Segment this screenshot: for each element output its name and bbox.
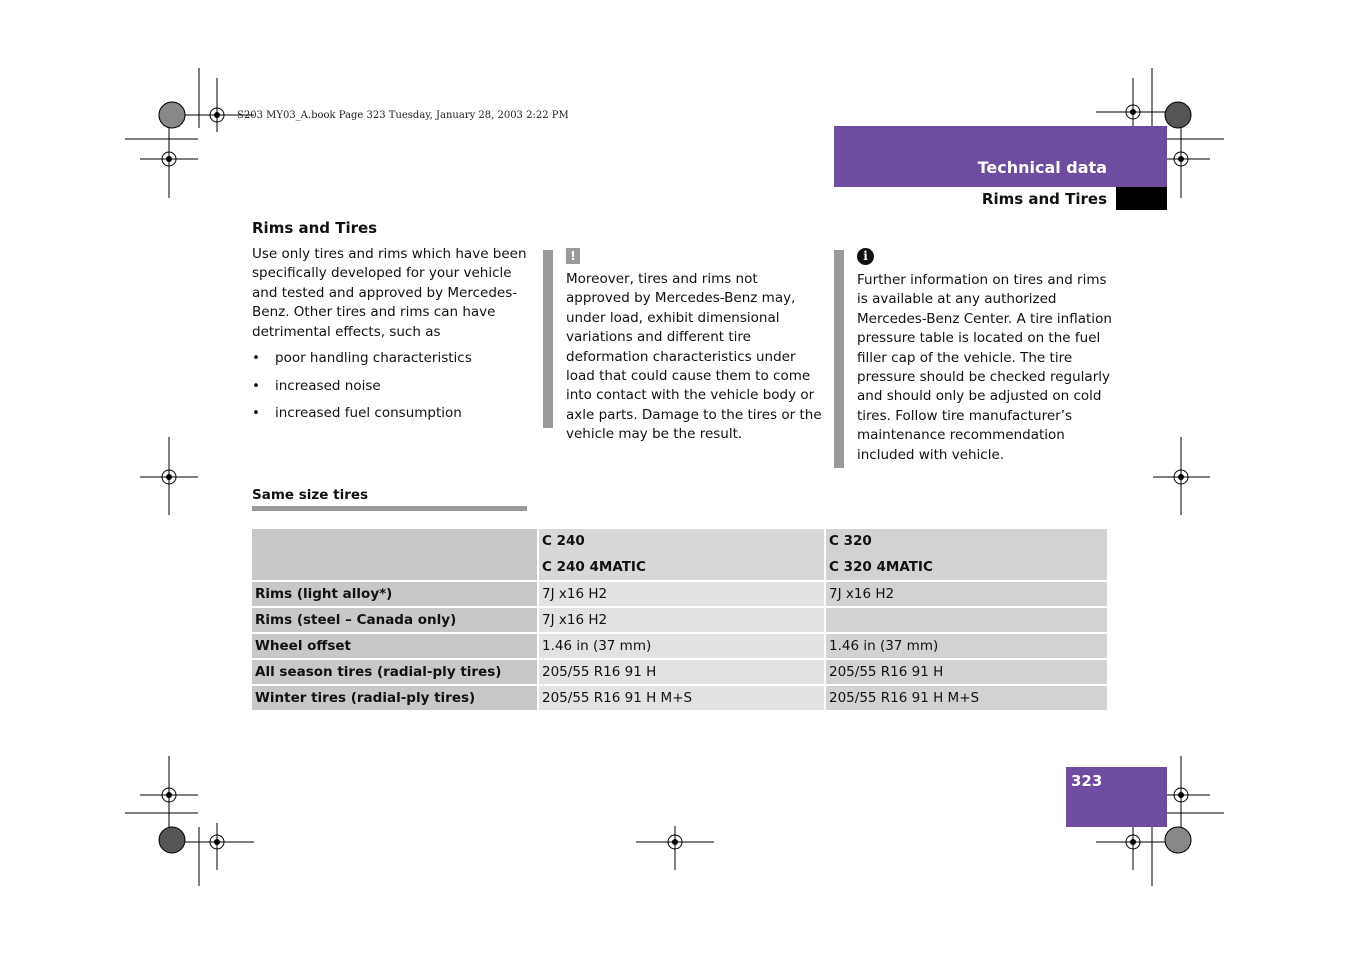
section-header-marker	[1116, 187, 1167, 210]
table-header-row	[252, 529, 1107, 581]
column-header-c320	[825, 529, 1107, 581]
row-label: Winter tires (radial-ply tires)	[252, 685, 538, 711]
warning-bar	[543, 250, 553, 428]
table-row	[252, 659, 1107, 685]
cell-c240: 1.46 in (37 mm)	[538, 633, 825, 659]
cell-c240: 205/55 R16 91 H M+S	[538, 685, 825, 711]
cell-c320: 205/55 R16 91 H M+S	[825, 685, 1107, 711]
table-row	[252, 607, 1107, 633]
cell-c320: 1.46 in (37 mm)	[825, 633, 1107, 659]
row-label: Wheel offset	[252, 633, 538, 659]
table-title: Same size tires	[252, 487, 369, 503]
cell-c240: 7J x16 H2	[538, 581, 825, 607]
cell-c320: 205/55 R16 91 H	[825, 659, 1107, 685]
row-label: Rims (light alloy*)	[252, 581, 538, 607]
row-label: All season tires (radial-ply tires)	[252, 659, 538, 685]
effects-list	[252, 349, 532, 424]
warning-icon: !	[566, 248, 580, 264]
warning-text: Moreover, tires and rims not approved by Mercedes-Benz may, under load, exhibit dimensional variations and different tire deformation characteristics under load that could cause them to come into contact with the vehicle body or axle parts. Damage to the tires or the vehicle may be the result.	[566, 271, 822, 443]
column-header-c240	[538, 529, 825, 581]
tire-spec-table	[252, 529, 1107, 712]
table-row	[252, 633, 1107, 659]
list-item: • increased fuel consumption	[252, 404, 532, 423]
list-item: • increased noise	[252, 377, 532, 396]
column-header-line: C 320	[829, 533, 872, 549]
column-header-line: C 240	[542, 533, 585, 549]
chapter-title: Technical data	[977, 158, 1107, 177]
cell-c320: 7J x16 H2	[825, 581, 1107, 607]
row-label: Rims (steel – Canada only)	[252, 607, 538, 633]
info-text: Further information on tires and rims is available at any authorized Mercedes-Benz Center. A tire inflation pressure table is located on the fuel filler cap of the vehicle. The tire pressure should be checked regularly and should only be adjusted on cold tires. Follow tire manufacturer’s maintenance recommendation included with vehicle.	[857, 272, 1112, 463]
section-title: Rims and Tires	[252, 219, 378, 237]
column-header-line: C 320 4MATIC	[829, 558, 933, 575]
list-item: • poor handling characteristics	[252, 349, 532, 368]
info-icon: i	[857, 248, 874, 265]
info-bar	[834, 250, 844, 468]
intro-column	[252, 245, 532, 432]
chapter-header-box	[834, 126, 1167, 187]
page-number: 323	[1071, 772, 1103, 790]
book-file-line: S203 MY03_A.book Page 323 Tuesday, January 28, 2003 2:22 PM	[237, 110, 569, 121]
column-header-line: C 240 4MATIC	[542, 558, 646, 575]
cell-c240: 7J x16 H2	[538, 607, 825, 633]
table-title-rule	[252, 506, 527, 511]
cell-c240: 205/55 R16 91 H	[538, 659, 825, 685]
intro-paragraph: Use only tires and rims which have been specifically developed for your vehicle and tested and approved by Mercedes-Benz. Other tires and rims can have detrimental effects, such as	[252, 246, 527, 340]
cell-c320	[825, 607, 1107, 633]
table-corner-cell	[252, 529, 538, 581]
table-row	[252, 685, 1107, 711]
table-row	[252, 581, 1107, 607]
section-header: Rims and Tires	[981, 190, 1107, 208]
